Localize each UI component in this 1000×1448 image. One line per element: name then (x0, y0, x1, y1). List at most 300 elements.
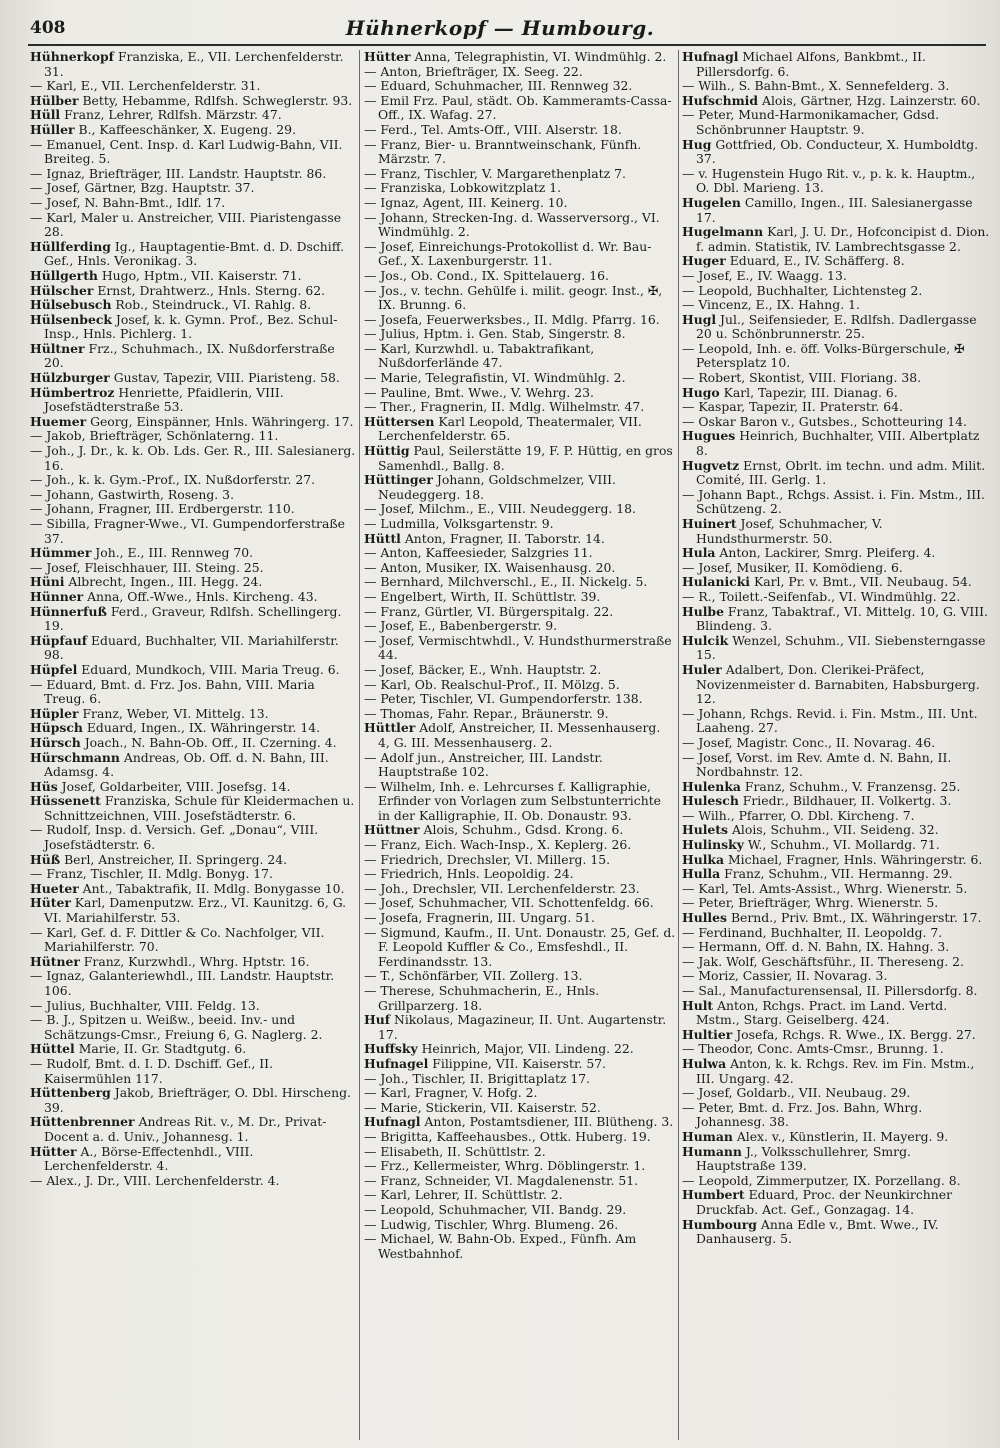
entry-details: — Friedrich, Drechsler, VI. Millerg. 15. (364, 851, 611, 867)
directory-entry (30, 211, 356, 240)
directory-entry (364, 823, 676, 838)
directory-entry (364, 1218, 676, 1233)
directory-entry (682, 79, 992, 94)
directory-entry (682, 284, 992, 299)
directory-entry (682, 561, 992, 576)
entry-surname: Huf (364, 1012, 391, 1028)
entry-details: — Josef, Musiker, II. Komödieng. 6. (682, 559, 903, 575)
entry-details: — v. Hugenstein Hugo Rit. v., p. k. k. Hauptm., O. Dbl. Marieng. 13. (682, 165, 976, 196)
entry-details: — Hermann, Off. d. N. Bahn, IX. Hahng. 3. (682, 939, 950, 955)
entry-details: — Brigitta, Kaffeehausbes., Ottk. Huberg. 19. (364, 1128, 651, 1144)
directory-entry (364, 1130, 676, 1145)
directory-entry (364, 327, 676, 342)
directory-entry (364, 284, 676, 313)
entry-details: Eduard, E., IV. Schäfferg. 8. (725, 253, 905, 269)
entry-details: — Karl, Tel. Amts-Assist., Whrg. Wienerstr. 5. (682, 880, 968, 896)
directory-entry (30, 751, 356, 780)
entry-details: — Jos., Ob. Cond., IX. Spittelauerg. 16. (364, 267, 609, 283)
entry-details: — Oskar Baron v., Gutsbes., Schotteuring 14. (682, 413, 967, 429)
entry-details: Franz, Tabaktraf., VI. Mittelg. 10, G. VIII. Blindeng. 3. (696, 603, 988, 634)
entry-details: — Jakob, Briefträger, Schönlaterng. 11. (30, 428, 279, 444)
directory-entry (364, 269, 676, 284)
directory-entry (30, 736, 356, 751)
entry-details: Karl, J. U. Dr., Hofconcipist d. Dion. f. admin. Statistik, IV. Lambrechtsgasse 2. (696, 224, 990, 254)
entry-details: Adalbert, Don. Clerikei-Präfect, Novizenmeister d. Barnabiten, Habsburgerg. 12. (696, 661, 980, 707)
entry-surname: Hufnagel (364, 1055, 429, 1071)
entry-details: — Franz, Tischler, II. Mdlg. Bonyg. 17. (30, 866, 273, 882)
entry-details: — Pauline, Bmt. Wwe., V. Wehrg. 23. (364, 384, 594, 400)
entry-details: — Josef, Vermischtwhdl., V. Hundsthurmerstraße 44. (364, 632, 672, 663)
entry-details: Joh., E., III. Rennweg 70. (91, 545, 254, 561)
entry-details: — Josef, Bäcker, E., Wnh. Hauptstr. 2. (364, 661, 602, 677)
directory-entry (364, 502, 676, 517)
entry-details: — Johann, Rchgs. Revid. i. Fin. Mstm., III. Unt. Laaheng. 27. (682, 705, 978, 736)
running-head: Hühnerkopf — Humbourg. (345, 16, 655, 40)
directory-entry (364, 663, 676, 678)
entry-surname: Hulwa (682, 1055, 727, 1071)
entry-details: — Leopold, Buchhalter, Lichtensteg 2. (682, 282, 923, 298)
entry-details: Alois, Gärtner, Hzg. Lainzerstr. 60. (758, 92, 981, 108)
entry-surname: Hütter (30, 1143, 77, 1159)
entry-details: — Kaspar, Tapezir, II. Praterstr. 64. (682, 399, 904, 415)
directory-entry (30, 867, 356, 882)
entry-surname: Hugl (682, 311, 717, 327)
directory-entry (682, 634, 992, 663)
directory-entry (682, 809, 992, 824)
directory-entry (682, 882, 992, 897)
entry-surname: Hulesch (682, 793, 739, 809)
entry-surname: Hünner (30, 588, 84, 604)
directory-entry (364, 1086, 676, 1101)
directory-entry (364, 590, 676, 605)
entry-details: — Joh., k. k. Gym.-Prof., IX. Nußdorferstr. 27. (30, 472, 316, 488)
entry-details: — Elisabeth, II. Schüttlstr. 2. (364, 1143, 546, 1159)
entry-details: — Franz, Tischler, V. Margarethenplatz 7. (364, 165, 626, 181)
entry-details: — T., Schönfärber, VII. Zollerg. 13. (364, 968, 583, 984)
entry-details: — Marie, Stickerin, VII. Kaiserstr. 52. (364, 1099, 601, 1115)
directory-entry (682, 415, 992, 430)
entry-details: — Karl, Lehrer, II. Schüttlstr. 2. (364, 1187, 563, 1203)
entry-details: — Ludmilla, Volksgartenstr. 9. (364, 516, 554, 531)
entry-details: — Josef, Gärtner, Bzg. Hauptstr. 37. (30, 180, 255, 196)
entry-details: — Josef, Milchm., E., VIII. Neudeggerg. 18. (364, 501, 636, 517)
entry-details: Alois, Schuhm., VII. Seideng. 32. (728, 822, 939, 838)
entry-surname: Hulinsky (682, 837, 744, 853)
entry-details: — Sibilla, Fragner-Wwe., VI. Gumpendorferstraße 37. (30, 516, 345, 546)
entry-details: — Julius, Hptm. i. Gen. Stab, Singerstr. 8. (364, 326, 626, 342)
directory-entry (364, 692, 676, 707)
entry-surname: Hulka (682, 851, 725, 867)
entry-surname: Hultier (682, 1026, 733, 1042)
directory-entry (364, 1013, 676, 1042)
entry-surname: Hulles (682, 910, 727, 926)
directory-entry (364, 342, 676, 371)
directory-entry (364, 678, 676, 693)
entry-details: — Wilhelm, Inh. e. Lehrcurses f. Kalligraphie, Erfinder von Vorlagen zum Selbstunterrichte in der Kalligraphie, II. Ob. Donaustr. 93. (364, 778, 662, 823)
directory-entry (364, 707, 676, 722)
directory-entry (364, 94, 676, 123)
directory-entry (682, 1145, 992, 1174)
directory-entry (682, 575, 992, 590)
directory-entry (682, 605, 992, 634)
entry-details: — Ignaz, Agent, III. Keinerg. 10. (364, 194, 568, 210)
directory-entry (30, 108, 356, 123)
entry-surname: Hugelen (682, 194, 741, 210)
directory-entry (30, 823, 356, 852)
entry-details: — Vincenz, E., IX. Hahng. 1. (682, 297, 860, 313)
entry-surname: Hülscher (30, 282, 94, 298)
entry-surname: Hüpler (30, 705, 79, 721)
directory-entry (30, 313, 356, 342)
column-3 (682, 50, 992, 1440)
entry-details: — Moriz, Cassier, II. Novarag. 3. (682, 968, 888, 984)
directory-entry (364, 313, 676, 328)
directory-entry (364, 1232, 676, 1261)
directory-entry (30, 342, 356, 371)
entry-details: Marie, II. Gr. Stadtgutg. 6. (74, 1041, 247, 1057)
entry-details: — Anton, Musiker, IX. Waisenhausg. 20. (364, 559, 616, 575)
directory-entry (682, 1057, 992, 1086)
directory-entry (30, 1057, 356, 1086)
entry-surname: Hürsch (30, 734, 81, 750)
entry-details: — Karl, Maler u. Anstreicher, VIII. Piaristengasse 28. (30, 209, 342, 240)
entry-details: Camillo, Ingen., III. Salesianergasse 17. (696, 194, 973, 225)
entry-details: — Friedrich, Hnls. Leopoldig. 24. (364, 866, 574, 882)
entry-details: — Karl, Gef. d. F. Dittler & Co. Nachfolger, VII. Mariahilferstr. 70. (30, 924, 325, 955)
entry-details: — Alex., J. Dr., VIII. Lerchenfelderstr. 4. (30, 1172, 280, 1188)
entry-details: Adolf, Anstreicher, II. Messenhauserg. 4, G. III. Messenhauserg. 2. (378, 720, 661, 750)
entry-details: — Jak. Wolf, Geschäftsführ., II. Thereseng. 2. (682, 953, 964, 969)
entry-surname: Huffsky (364, 1041, 418, 1057)
entry-details: — Ferdinand, Buchhalter, II. Leopoldg. 7. (682, 924, 943, 940)
entry-details: Franz, Schuhm., V. Franzensg. 25. (740, 778, 961, 794)
directory-entry (682, 429, 992, 458)
column-divider (359, 50, 360, 1440)
directory-entry (30, 138, 356, 167)
entry-details: Bernd., Priv. Bmt., IX. Währingerstr. 17. (727, 910, 982, 926)
directory-entry (682, 371, 992, 386)
directory-entry (364, 1115, 676, 1130)
entry-details: — Josef, Fleischhauer, III. Steing. 25. (30, 559, 264, 575)
directory-entry (30, 240, 356, 269)
directory-entry (30, 371, 356, 386)
entry-details: Andreas, Ob. Off. d. N. Bahn, III. Adamsg. 4. (44, 749, 329, 780)
entry-details: Anton, k. k. Rchgs. Rev. im Fin. Mstm., III. Ungarg. 42. (696, 1055, 975, 1086)
directory-entry (364, 65, 676, 80)
entry-details: — Franz, Gürtler, VI. Bürgerspitalg. 22. (364, 603, 614, 619)
directory-entry (682, 138, 992, 167)
entry-details: — Jos., v. techn. Gehülfe i. milit. geogr. Inst., ✠, IX. Brunng. 6. (364, 282, 663, 313)
entry-details: Ferd., Graveur, Rdlfsh. Schellingerg. 19. (44, 603, 342, 634)
entry-surname: Hulbe (682, 603, 724, 619)
directory-entry (30, 955, 356, 970)
entry-surname: Hulanicki (682, 574, 751, 590)
entry-details: Paul, Seilerstätte 19, F. P. Hüttig, en gros Samenhdl., Ballg. 8. (378, 443, 673, 473)
directory-entry (682, 108, 992, 137)
entry-surname: Humbert (682, 1187, 745, 1203)
directory-entry (364, 211, 676, 240)
column-1 (30, 50, 356, 1440)
entry-details: — B. J., Spitzen u. Weißw., beeid. Inv.- und Schätzungs-Cmsr., Freiung 6, G. Naglerg. 2. (30, 1012, 323, 1042)
directory-entry (682, 940, 992, 955)
entry-details: — Therese, Schuhmacherin, E., Hnls. Grillparzerg. 18. (364, 983, 600, 1013)
directory-entry (682, 488, 992, 517)
entry-details: Heinrich, Buchhalter, VIII. Albertplatz 8. (696, 428, 980, 459)
directory-entry (30, 79, 356, 94)
directory-entry (364, 240, 676, 269)
entry-details: — Karl, Fragner, V. Hofg. 2. (364, 1085, 538, 1101)
entry-details: Gottfried, Ob. Conducteur, X. Humboldtg. 37. (696, 136, 979, 167)
entry-details: Ernst, Drahtwerz., Hnls. Sterng. 62. (93, 282, 326, 298)
entry-surname: Hulenka (682, 778, 741, 794)
directory-entry (30, 415, 356, 430)
entry-details: — Peter, Tischler, VI. Gumpendorferstr. 138. (364, 691, 643, 707)
directory-entry (30, 1042, 356, 1057)
entry-surname: Huler (682, 661, 722, 677)
entry-details: — Anton, Briefträger, IX. Seeg. 22. (364, 63, 583, 79)
entry-surname: Hüpsch (30, 720, 83, 736)
entry-surname: Hümmer (30, 545, 92, 561)
entry-details: — Wilh., S. Bahn-Bmt., X. Sennefelderg. 3. (682, 78, 950, 94)
entry-surname: Huemer (30, 413, 87, 429)
directory-entry (30, 780, 356, 795)
entry-details: — Adolf jun., Anstreicher, III. Landstr. Hauptstraße 102. (364, 749, 603, 780)
entry-surname: Huinert (682, 516, 737, 531)
directory-entry (682, 590, 992, 605)
entry-details: — Eduard, Bmt. d. Frz. Jos. Bahn, VIII. Maria Treug. 6. (30, 676, 315, 707)
directory-entry (364, 386, 676, 401)
entry-surname: Hülsebusch (30, 297, 112, 313)
entry-surname: Hüß (30, 851, 61, 867)
entry-details: Franziska, E., VII. Lerchenfelderstr. 31. (44, 50, 344, 79)
entry-surname: Hult (682, 997, 714, 1013)
directory-entry (682, 50, 992, 79)
directory-entry (682, 838, 992, 853)
directory-entry (682, 254, 992, 269)
directory-entry (364, 371, 676, 386)
entry-surname: Hütter (364, 50, 411, 64)
directory-entry (364, 517, 676, 532)
entry-surname: Hüllgerth (30, 267, 98, 283)
entry-details: — Karl, Ob. Realschul-Prof., II. Mölzg. 5. (364, 676, 620, 692)
directory-entry (30, 444, 356, 473)
entry-details: Josefa, Rchgs. R. Wwe., IX. Bergg. 27. (732, 1026, 976, 1042)
entry-details: Franz, Schuhm., VII. Hermanng. 29. (720, 866, 953, 882)
page-number: 408 (30, 18, 66, 38)
entry-details: — Sal., Manufacturensensal, II. Pillersdorfg. 8. (682, 983, 978, 998)
directory-entry (364, 79, 676, 94)
entry-details: Eduard, Ingen., IX. Währingerstr. 14. (82, 720, 321, 736)
entry-details: — Sigmund, Kaufm., II. Unt. Donaustr. 25, Gef. d. F. Leopold Kuffler & Co., Emsfeshdl., II. Ferdinandsstr. 13. (364, 924, 676, 969)
entry-details: — Peter, Mund-Harmonikamacher, Gdsd. Schönbrunner Hauptstr. 9. (682, 107, 940, 137)
entry-details: Henriette, Pfaidlerin, VIII. Josefstädterstraße 53. (44, 384, 284, 415)
entry-details: Ernst, Obrlt. im techn. und adm. Milit. Comité, III. Gerlg. 1. (696, 457, 986, 488)
entry-details: — Josef, N. Bahn-Bmt., Idlf. 17. (30, 194, 226, 210)
entry-details: Berl, Anstreicher, II. Springerg. 24. (60, 851, 288, 867)
directory-entry (682, 1188, 992, 1217)
directory-entry (682, 984, 992, 999)
entry-surname: Hüs (30, 778, 58, 794)
directory-entry (364, 1101, 676, 1116)
directory-entry (30, 1013, 356, 1042)
entry-details: — Bernhard, Milchverschl., E., II. Nickelg. 5. (364, 574, 648, 590)
entry-details: Anton, Postamtsdiener, III. Blütheng. 3. (420, 1114, 674, 1130)
directory-entry (364, 926, 676, 970)
entry-surname: Hüni (30, 574, 65, 590)
entry-surname: Hüttenbrenner (30, 1114, 135, 1130)
entry-details: Frz., Schuhmach., IX. Nußdorferstraße 20. (44, 340, 335, 371)
directory-entry (364, 1174, 676, 1189)
entry-details: — Josef, Magistr. Conc., II. Novarag. 46. (682, 734, 936, 750)
entry-details: Josef, Schuhmacher, V. Hundsthurmerstr. 50. (696, 516, 883, 546)
entry-details: — Franz, Bier- u. Branntweinschank, Fünfh. Märzstr. 7. (364, 136, 642, 167)
directory-entry (364, 473, 676, 502)
directory-entry (682, 386, 992, 401)
directory-entry (364, 605, 676, 620)
entry-surname: Hülber (30, 92, 79, 108)
directory-entry (364, 532, 676, 547)
entry-surname: Hug (682, 136, 712, 152)
entry-details: — Ferd., Tel. Amts-Off., VIII. Alserstr. 18. (364, 121, 622, 137)
entry-surname: Hültner (30, 340, 85, 356)
entry-surname: Hüssenett (30, 793, 101, 809)
directory-entry (364, 1057, 676, 1072)
directory-entry (682, 911, 992, 926)
entry-details: — Ignaz, Briefträger, III. Landstr. Hauptstr. 86. (30, 165, 327, 181)
directory-entry (682, 298, 992, 313)
directory-entry (30, 488, 356, 503)
entry-surname: Hüller (30, 121, 75, 137)
entry-details: Josef, k. k. Gymn. Prof., Bez. Schul-Insp., Hnls. Pichlerg. 1. (44, 311, 338, 342)
entry-details: — Thomas, Fahr. Repar., Bräunerstr. 9. (364, 705, 609, 721)
entry-details: — Leopold, Zimmerputzer, IX. Porzellang. 8. (682, 1172, 961, 1188)
entry-details: — Josef, Goldarb., VII. Neubaug. 29. (682, 1085, 911, 1101)
entry-details: Wenzel, Schuhm., VII. Siebensterngasse 15. (696, 632, 986, 663)
entry-surname: Hulets (682, 822, 729, 838)
entry-details: Nikolaus, Magazineur, II. Unt. Augartenstr. 17. (378, 1012, 667, 1042)
directory-entry (364, 1203, 676, 1218)
directory-entry (682, 736, 992, 751)
entry-details: — Michael, W. Bahn-Ob. Exped., Fünfh. Am Westbahnhof. (364, 1231, 637, 1261)
entry-details: — R., Toilett.-Seifenfab., VI. Windmühlg. 22. (682, 588, 961, 604)
entry-details: Anton, Lackirer, Smrg. Pleiferg. 4. (715, 545, 936, 561)
entry-details: — Josef, Vorst. im Rev. Amte d. N. Bahn, II. Nordbahnstr. 12. (682, 749, 952, 780)
directory-entry (364, 1188, 676, 1203)
directory-entry (30, 794, 356, 823)
directory-entry (682, 853, 992, 868)
entry-details: Albrecht, Ingen., III. Hegg. 24. (64, 574, 263, 590)
entry-details: — Ludwig, Tischler, Whrg. Blumeng. 26. (364, 1216, 619, 1232)
entry-details: — Franziska, Lobkowitzplatz 1. (364, 180, 562, 196)
page-header (0, 14, 1000, 42)
entry-details: — Frz., Kellermeister, Whrg. Döblingerstr. 1. (364, 1158, 646, 1174)
entry-details: — Emil Frz. Paul, städt. Ob. Kammeramts-Cassa-Off., IX. Wafag. 27. (364, 92, 672, 123)
entry-surname: Hünnerfuß (30, 603, 107, 619)
entry-details: — Ignaz, Galanteriewhdl., III. Landstr. Hauptstr. 106. (30, 968, 335, 998)
directory-entry (30, 386, 356, 415)
directory-entry (30, 663, 356, 678)
directory-entry (30, 284, 356, 299)
directory-entry (30, 123, 356, 138)
entry-surname: Hümbertroz (30, 384, 115, 400)
entry-details: Alois, Schuhm., Gdsd. Krong. 6. (419, 822, 624, 838)
entry-details: — Leopold, Inh. e. öff. Volks-Bürgerschule, ✠ Petersplatz 10. (682, 340, 965, 371)
entry-details: Anna, Off.-Wwe., Hnls. Kircheng. 43. (83, 588, 318, 604)
entry-details: Josef, Goldarbeiter, VIII. Josefsg. 14. (57, 778, 291, 794)
directory-entry (30, 882, 356, 897)
directory-entry (364, 751, 676, 780)
directory-entry (682, 969, 992, 984)
directory-entry (682, 400, 992, 415)
entry-details: Franz, Weber, VI. Mittelg. 13. (78, 705, 269, 721)
entry-details: — Eduard, Schuhmacher, III. Rennweg 32. (364, 78, 633, 94)
entry-details: — Johann, Fragner, III. Erdbergerstr. 110. (30, 501, 295, 517)
entry-details: — Leopold, Schuhmacher, VII. Bandg. 29. (364, 1201, 627, 1217)
directory-entry (364, 561, 676, 576)
entry-surname: Hülzburger (30, 370, 110, 386)
directory-entry (30, 561, 356, 576)
entry-details: — Marie, Telegrafistin, VI. Windmühlg. 2. (364, 370, 626, 386)
entry-surname: Humann (682, 1143, 742, 1159)
directory-entry (30, 50, 356, 79)
directory-entry (30, 707, 356, 722)
directory-entry (30, 969, 356, 998)
entry-details: Jul., Seifensieder, E. Rdlfsh. Dadlergasse 20 u. Schönbrunnerstr. 25. (696, 311, 977, 342)
entry-details: Anton, Fragner, II. Taborstr. 14. (400, 530, 605, 546)
entry-surname: Hüttinger (364, 472, 433, 488)
entry-surname: Hürschmann (30, 749, 120, 765)
directory-entry (30, 678, 356, 707)
entry-surname: Hugo (682, 384, 720, 400)
entry-surname: Hüttenberg (30, 1085, 111, 1101)
directory-entry (682, 926, 992, 941)
directory-entry (30, 517, 356, 546)
entry-surname: Hufschmid (682, 92, 759, 108)
directory-entry (364, 1072, 676, 1087)
entry-details: Friedr., Bildhauer, II. Volkertg. 3. (738, 793, 952, 809)
entry-surname: Hüttner (364, 822, 420, 838)
directory-entry (30, 575, 356, 590)
directory-entry (364, 400, 676, 415)
entry-details: W., Schuhm., VI. Mollardg. 71. (743, 837, 940, 853)
directory-entry (364, 634, 676, 663)
entry-details: Ant., Tabaktrafik, II. Mdlg. Bonygasse 10. (78, 880, 345, 896)
directory-entry (364, 882, 676, 897)
entry-details: — Joh., J. Dr., k. k. Ob. Lds. Ger. R., III. Salesianerg. 16. (30, 443, 356, 473)
directory-entry (364, 444, 676, 473)
directory-entry (30, 853, 356, 868)
directory-entry (30, 634, 356, 663)
directory-entry (30, 926, 356, 955)
directory-entry (364, 167, 676, 182)
entry-details: A., Börse-Effectenhdl., VIII. Lerchenfelderstr. 4. (44, 1143, 254, 1174)
entry-surname: Hütner (30, 953, 80, 969)
entry-details: — Josef, Einreichungs-Protokollist d. Wr. Bau-Gef., X. Laxenburgerstr. 11. (364, 238, 652, 269)
entry-details: Eduard, Mundkoch, VIII. Maria Treug. 6. (77, 661, 340, 677)
directory-entry (30, 196, 356, 211)
entry-details: B., Kaffeeschänker, X. Eugeng. 29. (74, 121, 296, 137)
entry-details: — Rudolf, Bmt. d. I. D. Dschiff. Gef., II. Kaisermühlen 117. (30, 1055, 274, 1086)
entry-details: — Josefa, Fragnerin, III. Ungarg. 51. (364, 910, 595, 926)
entry-surname: Hüll (30, 107, 61, 123)
entry-details: — Karl, Kurzwhdl. u. Tabaktrafikant, Nußdorferlände 47. (364, 340, 595, 371)
directory-entry (682, 1174, 992, 1189)
directory-entry (682, 955, 992, 970)
directory-entry (682, 751, 992, 780)
entry-details: — Joh., Drechsler, VII. Lerchenfelderstr. 23. (364, 880, 640, 896)
directory-entry (682, 707, 992, 736)
entry-details: Gustav, Tapezir, VIII. Piaristeng. 58. (109, 370, 340, 386)
